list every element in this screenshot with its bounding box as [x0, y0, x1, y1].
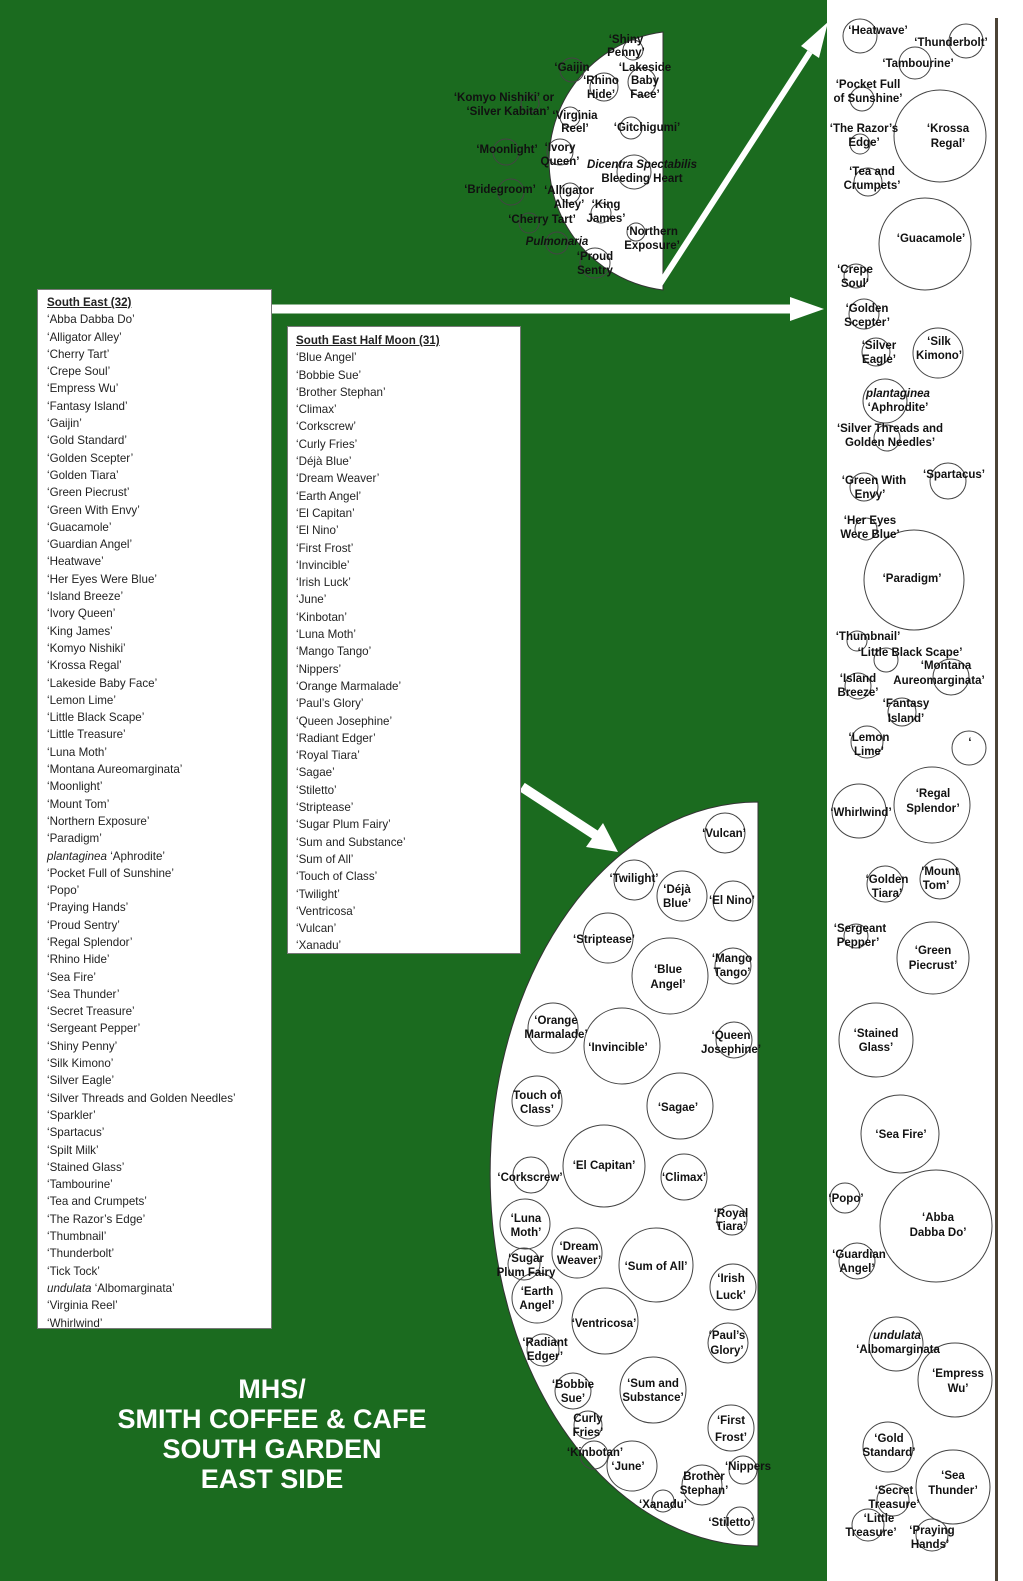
plant-list-entry: ‘Ventricosa’: [296, 904, 356, 918]
plant-label: ‘Tambourine’: [882, 58, 954, 70]
plant-list-entry: ‘Alligator Alley’: [47, 330, 122, 344]
plant-label: ‘Island Breeze’: [837, 673, 879, 699]
plant-label: ‘Secret Treasure’: [868, 1485, 920, 1511]
south-east-list-items: [47, 311, 271, 1332]
plant-label: ‘Blue Angel’: [650, 964, 686, 991]
plant-list-entry: ‘Silver Eagle’: [47, 1074, 115, 1088]
east-strip-labels: [828, 25, 987, 1551]
plant-circle: [839, 1003, 913, 1077]
plant-label: ‘Golden Tiara’: [865, 874, 909, 900]
plant-label: ‘Tea and Crumpets’: [843, 166, 901, 192]
plant-label: ‘Bridegroom’: [464, 184, 536, 196]
half-moon-list-heading: South East Half Moon (31): [296, 334, 440, 347]
plant-label: ‘El Nino’: [709, 895, 755, 907]
plant-circle: [894, 90, 986, 182]
east-strip-plants: [830, 19, 992, 1551]
plant-label: ‘Spartacus’: [923, 469, 985, 481]
plant-list-entry: ‘Gold Standard’: [47, 434, 127, 448]
plant-list-entry: ‘Sugar Plum Fairy’: [296, 818, 391, 832]
plant-label: ‘Fantasy Island’: [882, 698, 930, 725]
plant-list-entry: ‘Ivory Queen’: [47, 607, 116, 621]
plant-list-entry: ‘Blue Angel’: [296, 351, 357, 365]
plant-label: ‘Guacamole’: [896, 233, 966, 245]
plant-list-entry: ‘Virginia Reel’: [47, 1299, 118, 1313]
plant-label: ‘Gold Standard’: [862, 1433, 916, 1459]
plant-label: ‘Vulcan’: [702, 828, 746, 840]
plant-label: Bleeding Heart: [601, 173, 683, 185]
plant-list-entry: ‘Twilight’: [296, 887, 340, 901]
plant-list-entry: ‘Krossa Regal’: [47, 659, 122, 673]
plant-label: ‘Shiny Penny’: [607, 34, 645, 59]
plant-list-entry: ‘Shiny Penny’: [47, 1039, 118, 1053]
title-line: SOUTH GARDEN: [162, 1434, 382, 1464]
plant-label: ‘Paul’s Glory’: [708, 1330, 746, 1357]
plant-label: ‘Sum and Substance’: [622, 1378, 684, 1404]
plant-label: ‘Her Eyes Were Blue’: [840, 515, 900, 541]
plant-label: plantaginea: [866, 388, 930, 400]
plant-label: ‘Green Piecrust’: [908, 945, 958, 972]
plant-list-entry: ‘Spilt Milk’: [47, 1143, 99, 1157]
plant-label: ‘Sugar Plum Fairy: [496, 1253, 556, 1279]
plant-label: ‘Corkscrew’: [497, 1172, 563, 1184]
plant-list-entry: ‘Gaijin’: [47, 417, 82, 431]
plant-label: ‘Sea Fire’: [875, 1129, 927, 1141]
plant-label: ‘Gaijin: [554, 62, 590, 74]
plant-label: ‘Mount Tom’: [921, 866, 959, 892]
plant-label: ‘Moonlight’: [476, 144, 538, 156]
plant-list-entry: ‘Her Eyes Were Blue’: [47, 572, 157, 586]
plant-list-entry: ‘Touch of Class’: [296, 870, 378, 884]
plant-label: ‘Little Treasure’: [845, 1513, 897, 1539]
plant-circle: [863, 379, 907, 423]
title-line: MHS/: [238, 1374, 306, 1404]
plant-label: ‘Komyo Nishiki’ or ‘Silver Kabitan’: [453, 92, 555, 118]
plant-label: ‘Bobbie Sue’: [551, 1379, 595, 1405]
plant-label: ‘King James’: [586, 199, 626, 225]
plant-list-entry: ‘Mango Tango’: [296, 645, 372, 659]
half-moon-plant-list: [287, 326, 521, 954]
plant-list-entry: ‘Golden Tiara’: [47, 468, 119, 482]
plant-label: ‘Pocket Full of Sunshine’: [833, 79, 903, 105]
plant-label: ‘Sagae’: [657, 1102, 699, 1114]
plant-list-entry: ‘Sea Thunder’: [47, 987, 120, 1001]
plant-list-entry: ‘Rhino Hide’: [47, 953, 110, 967]
plant-label: Curly Fries’: [572, 1413, 604, 1439]
plant-circle: [920, 859, 960, 899]
plant-label: ‘Paradigm’: [882, 573, 942, 585]
plant-label: ‘Lakeside Baby Face’: [618, 62, 672, 101]
plant-label: ‘Regal Splendor’: [906, 788, 960, 815]
plant-label: ‘Silver Eagle’: [861, 340, 897, 366]
plant-label: ‘Crepe Soul’: [837, 264, 873, 290]
plant-label: ‘Thunderbolt’: [914, 37, 988, 49]
plant-list-entry: ‘Whirlwind’: [47, 1316, 103, 1330]
species-name: undulata: [47, 1281, 92, 1295]
plant-list-entry: ‘Vulcan’: [296, 922, 337, 936]
plant-label: ‘Montana Aureomarginata’: [893, 660, 985, 687]
plant-list-entry: ‘Radiant Edger’: [296, 731, 376, 745]
plant-list-entry: ‘Bobbie Sue’: [296, 368, 362, 382]
plant-list-entry: ‘Sergeant Pepper’: [47, 1022, 141, 1036]
plant-label: ‘Ventricosa’: [571, 1318, 637, 1330]
plant-label: ‘Climax’: [661, 1172, 707, 1184]
plant-label: ‘Stained Glass’: [853, 1028, 899, 1054]
plant-list-entry: ‘Stiletto’: [296, 783, 337, 797]
plant-list-entry: ‘Island Breeze’: [47, 590, 124, 604]
plant-list-entry: ‘Cherry Tart’: [47, 347, 110, 361]
cultivar-name: ‘Albomarginata’: [91, 1281, 175, 1295]
plant-list-entry: ‘Royal Tiara’: [296, 749, 360, 763]
plant-label: ‘Ivory Queen’: [540, 142, 580, 168]
plant-label: ‘The Razor’s Edge’: [829, 123, 899, 149]
plant-label: ‘Empress Wu’: [932, 1368, 984, 1395]
plant-label: Pulmonaria: [525, 236, 589, 248]
plant-list-entry: ‘Silver Threads and Golden Needles’: [47, 1091, 236, 1105]
plant-list-entry: ‘Komyo Nishiki’: [47, 641, 126, 655]
plant-list-entry: ‘Pocket Full of Sunshine’: [47, 866, 174, 880]
plant-label: ‘Royal Tiara’: [713, 1208, 749, 1233]
garden-title: [62, 1374, 482, 1494]
plant-list-entry: ‘Mount Tom’: [47, 797, 110, 811]
plant-label: ‘Whirlwind’: [830, 807, 892, 819]
plant-list-entry: ‘Tea and Crumpets’: [47, 1195, 147, 1209]
plant-label: ‘Little Black Scape’: [857, 647, 963, 659]
plant-label: ‘Xanadu’: [639, 1499, 687, 1511]
plant-list-entry: ‘Spartacus’: [47, 1126, 105, 1140]
plant-label: ‘Abba Dabba Do’: [909, 1212, 967, 1239]
plant-list-entry: ‘Secret Treasure’: [47, 1005, 135, 1019]
half-moon-list-items: [296, 349, 520, 954]
plant-list-entry: ‘Thunderbolt’: [47, 1247, 115, 1261]
plant-list-entry: ‘Montana Aureomarginata’: [47, 763, 183, 777]
plant-list-entry: ‘Fantasy Island’: [47, 399, 128, 413]
plant-list-entry: ‘Sum and Substance’: [296, 835, 406, 849]
plant-list-entry: ‘Thumbnail’: [47, 1230, 107, 1244]
plant-list-entry: ‘Sea Fire’: [47, 970, 96, 984]
plant-list-entry: ‘Guardian Angel’: [47, 538, 133, 552]
plant-list-entry: ‘Kinbotan’: [296, 610, 347, 624]
plant-list-entry: ‘Tambourine’: [47, 1178, 113, 1192]
plant-list-entry: ‘Popo’: [47, 884, 80, 898]
plant-label: undulata: [873, 1330, 921, 1342]
plant-list-entry: ‘Corkscrew’: [296, 420, 356, 434]
arrow-to-east-top: [658, 22, 828, 287]
plant-label: ‘Sum of All’: [624, 1261, 688, 1273]
plant-label: ‘Proud Sentry: [576, 251, 614, 277]
plant-label: ‘Striptease’: [573, 934, 635, 946]
plant-list-entry: ‘Lemon Lime’: [47, 693, 116, 707]
plant-list-entry: ‘Paradigm’: [47, 832, 102, 846]
plant-list-entry: ‘Green With Envy’: [47, 503, 140, 517]
plant-label: ‘Radiant Edger’: [522, 1337, 568, 1363]
plant-circle: [897, 922, 969, 994]
plant-label: ‘Nippers: [724, 1461, 772, 1473]
plant-label: ‘Invincible’: [588, 1042, 648, 1054]
plant-list-entry: ‘Déjà Blue’: [296, 455, 352, 469]
plant-list-entry: ‘Luna Moth’: [47, 745, 107, 759]
plant-list-entry: ‘Invincible’: [296, 558, 350, 572]
plant-list-entry: ‘First Frost’: [296, 541, 354, 555]
plant-list-entry: ‘Heatwave’: [47, 555, 104, 569]
plant-list-entry: ‘Guacamole’: [47, 520, 112, 534]
plant-list-entry: ‘Golden Scepter’: [47, 451, 134, 465]
plant-list-entry: ‘Green Piecrust’: [47, 486, 130, 500]
plant-list-entry: ‘Paul’s Glory’: [296, 697, 364, 711]
plant-label: ‘Krossa Regal’: [926, 123, 970, 150]
plant-label: ‘: [968, 737, 972, 749]
plant-list-entry: ‘King James’: [47, 624, 113, 638]
plant-list-entry: ‘Lakeside Baby Face’: [47, 676, 158, 690]
plant-label: ‘Silver Threads and Golden Needles’: [836, 423, 944, 449]
plant-label: ‘El Capitan’: [572, 1160, 636, 1172]
plant-list-entry: ‘Irish Luck’: [296, 576, 351, 590]
plant-list-entry: ‘Xanadu’: [296, 939, 342, 953]
arrow-to-lower-half-moon: [522, 787, 618, 852]
arrow-to-east-strip: [272, 297, 824, 321]
title-line: EAST SIDE: [200, 1464, 344, 1494]
south-east-list-heading: South East (32): [47, 296, 132, 309]
plant-list-entry: ‘Stained Glass’: [47, 1160, 125, 1174]
plant-label: ‘Gitchigumi’: [613, 122, 681, 134]
plant-list-entry: ‘Tick Tock’: [47, 1264, 100, 1278]
plant-list-entry: [47, 1280, 271, 1297]
south-east-plant-list: [37, 289, 272, 1329]
plant-list-entry: ‘Regal Splendor’: [47, 935, 133, 949]
plant-label: ‘Alligator Alley’: [544, 185, 594, 211]
plant-list-entry: ‘Proud Sentry’: [47, 918, 120, 932]
plant-list-entry: ‘El Capitan’: [296, 506, 355, 520]
plant-label: ‘Sea Thunder’: [928, 1470, 978, 1497]
title-line: SMITH COFFEE & CAFE: [117, 1404, 427, 1434]
plant-circle: [880, 1170, 992, 1282]
plant-label: ‘Kinbotan’: [566, 1447, 624, 1459]
plant-label: ‘Silk Kimono’: [916, 336, 962, 362]
plant-label: ‘First Frost’: [715, 1415, 747, 1444]
plant-label: ‘Virginia Reel’: [552, 110, 598, 135]
plant-label: ‘Mango Tango’: [711, 953, 753, 979]
plant-list-entry: [47, 848, 271, 865]
plant-label: ‘Dream Weaver’: [556, 1241, 602, 1267]
plant-list-entry: ‘Brother Stephan’: [296, 385, 386, 399]
plant-list-entry: ‘Striptease’: [296, 801, 354, 815]
plant-label: ‘Green With Envy’: [841, 475, 907, 501]
plant-list-entry: ‘Queen Josephine’: [296, 714, 393, 728]
plant-list-entry: ‘Dream Weaver’: [296, 472, 380, 486]
species-name: plantaginea: [47, 849, 107, 863]
plant-list-entry: ‘Sparkler’: [47, 1108, 96, 1122]
plant-list-entry: ‘The Razor’s Edge’: [47, 1212, 146, 1226]
plant-label: ‘Déjà Blue’: [662, 884, 692, 910]
plant-list-entry: ‘Earth Angel’: [296, 489, 362, 503]
plant-list-entry: ‘Crepe Soul’: [47, 365, 111, 379]
plant-list-entry: ‘Luna Moth’: [296, 628, 356, 642]
plant-label: ‘Guardian Angel’: [832, 1249, 886, 1275]
plant-list-entry: ‘Northern Exposure’: [47, 814, 150, 828]
plant-label: ‘Lemon Lime’: [848, 732, 890, 758]
plant-list-entry: ‘El Nino’: [296, 524, 339, 538]
plant-label: ‘Praying Hands’: [909, 1525, 955, 1551]
plant-list-entry: ‘Abba Dabba Do’: [47, 313, 135, 327]
plant-label: ‘Luna Moth’: [510, 1213, 542, 1239]
plant-list-entry: ‘Sum of All’: [296, 852, 354, 866]
plant-list-entry: ‘Nippers’: [296, 662, 342, 676]
plant-label: Brother Stephan’: [679, 1471, 729, 1497]
plant-label: ‘Thumbnail’: [835, 631, 901, 643]
plant-list-entry: ‘Moonlight’: [47, 780, 103, 794]
plant-label: ‘Albomarginata: [856, 1344, 940, 1356]
plant-label: ‘Earth Angel’: [519, 1286, 555, 1312]
plant-list-entry: ‘Silk Kimono’: [47, 1057, 114, 1071]
plant-label: Touch of Class’: [513, 1090, 561, 1116]
plant-label: ‘June’: [611, 1461, 645, 1473]
plant-label: Dicentra Spectabilis: [587, 159, 697, 171]
plant-list-entry: ‘Little Treasure’: [47, 728, 126, 742]
plant-label: ‘Cherry Tart’: [508, 214, 576, 226]
plant-list-entry: ‘Praying Hands’: [47, 901, 129, 915]
plant-label: ‘Orange Marmalade’: [524, 1015, 588, 1041]
plant-label: ‘Sergeant Pepper’: [833, 923, 887, 949]
plant-label: ‘Aphrodite’: [867, 402, 929, 414]
plant-label: ‘Stiletto’: [708, 1517, 754, 1529]
plant-label: ‘Northern Exposure’: [624, 226, 680, 252]
plant-label: ‘Popo’: [828, 1193, 864, 1205]
plant-list-entry: ‘Sagae’: [296, 766, 335, 780]
plant-list-entry: ‘Empress Wu’: [47, 382, 119, 396]
plant-label: ‘Heatwave’: [848, 25, 908, 37]
plant-list-entry: ‘Little Black Scape’: [47, 711, 145, 725]
plant-label: ‘Golden Scepter’: [844, 303, 890, 329]
plant-label: ‘Twilight’: [609, 873, 659, 885]
plant-label: ‘Irish Luck’: [715, 1273, 747, 1302]
plant-list-entry: ‘June’: [296, 593, 327, 607]
cultivar-name: ‘Aphrodite’: [106, 849, 165, 863]
plant-list-entry: ‘Curly Fries’: [296, 437, 358, 451]
plant-list-entry: ‘Climax’: [296, 403, 337, 417]
plant-label: ‘Queen Josephine’: [700, 1030, 762, 1056]
plant-list-entry: ‘Orange Marmalade’: [296, 679, 402, 693]
plant-label: ‘Rhino Hide’: [583, 75, 619, 101]
